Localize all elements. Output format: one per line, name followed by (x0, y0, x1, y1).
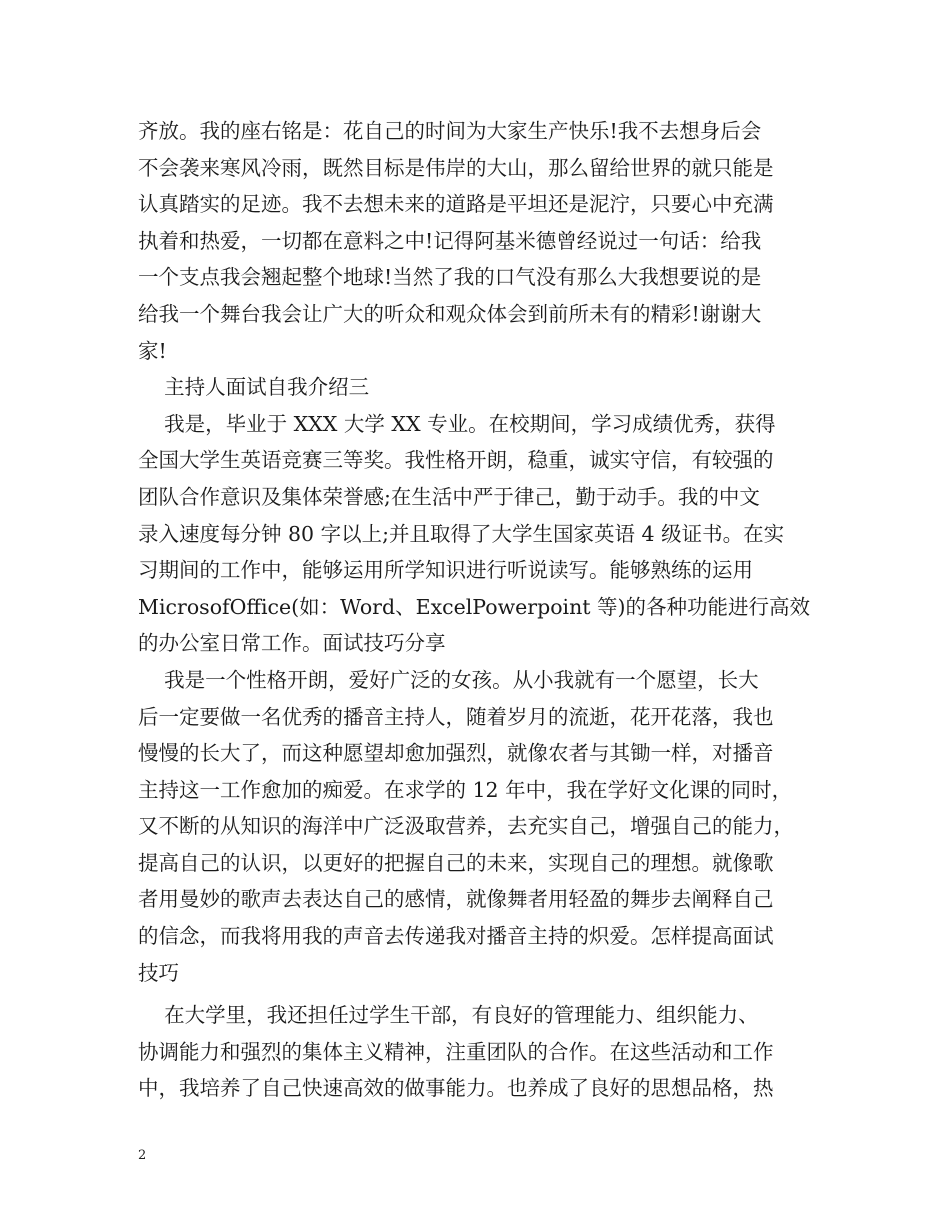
text-line: 中，我培养了自己快速高效的做事能力。也养成了良好的思想品格，热 (138, 1076, 774, 1101)
text-line: MicrosofOffice(如：Word、ExcelPowerpoint 等)的各种功能进行高效 (138, 594, 811, 619)
text-line: 的办公室日常工作。面试技巧分享 (138, 631, 446, 656)
paragraph-start-line: 我是，毕业于 XXX 大学 XX 专业。在校期间，学习成绩优秀，获得 (138, 411, 776, 436)
page-number: 2 (138, 1148, 147, 1163)
document-body (138, 113, 828, 1107)
text-line: 者用曼妙的歌声去表达自己的感情，就像舞者用轻盈的舞步去阐释自己 (138, 887, 774, 912)
text-line: 家! (138, 338, 167, 363)
text-line: 慢慢的长大了，而这种愿望却愈加强烈，就像农者与其锄一样，对播音 (138, 741, 774, 766)
text-line: 录入速度每分钟 80 字以上;并且取得了大学生国家英语 4 级证书。在实 (138, 521, 785, 546)
text-line: 习期间的工作中，能够运用所学知识进行听说读写。能够熟练的运用 (138, 558, 753, 583)
text-line: 认真踏实的足迹。我不去想未来的道路是平坦还是泥泞，只要心中充满 (138, 192, 774, 217)
text-line: 技巧 (138, 960, 179, 985)
text-line: 给我一个舞台我会让广大的听众和观众体会到前所未有的精彩!谢谢大 (138, 301, 762, 326)
text-line: 主持这一工作愈加的痴爱。在求学的 12 年中，我在学好文化课的同时， (138, 777, 793, 802)
text-line: 协调能力和强烈的集体主义精神，注重团队的合作。在这些活动和工作 (138, 1039, 774, 1064)
paragraph-start-line: 我是一个性格开朗，爱好广泛的女孩。从小我就有一个愿望，长大 (138, 667, 759, 692)
text-line: 的信念，而我将用我的声音去传递我对播音主持的炽爱。怎样提高面试 (138, 924, 774, 949)
text-line: 后一定要做一名优秀的播音主持人，随着岁月的流逝，花开花落，我也 (138, 704, 774, 729)
section-heading: 主持人面试自我介绍三 (138, 375, 370, 400)
text-line: 执着和热爱，一切都在意料之中!记得阿基米德曾经说过一句话：给我 (138, 228, 762, 253)
text-line: 齐放。我的座右铭是：花自己的时间为大家生产快乐!我不去想身后会 (138, 119, 762, 143)
text-line: 又不断的从知识的海洋中广泛汲取营养，去充实自己，增强自己的能力， (138, 814, 794, 839)
paragraph-start-line: 在大学里，我还担任过学生干部，有良好的管理能力、组织能力、 (138, 1003, 759, 1028)
text-line: 全国大学生英语竞赛三等奖。我性格开朗，稳重，诚实守信，有较强的 (138, 448, 774, 473)
text-line: 团队合作意识及集体荣誉感;在生活中严于律己，勤于动手。我的中文 (138, 484, 760, 509)
text-line: 提高自己的认识，以更好的把握自己的未来，实现自己的理想。就像歌 (138, 850, 774, 875)
text-line: 不会袭来寒风冷雨，既然目标是伟岸的大山，那么留给世界的就只能是 (138, 155, 774, 180)
text-line: 一个支点我会翘起整个地球!当然了我的口气没有那么大我想要说的是 (138, 265, 762, 290)
